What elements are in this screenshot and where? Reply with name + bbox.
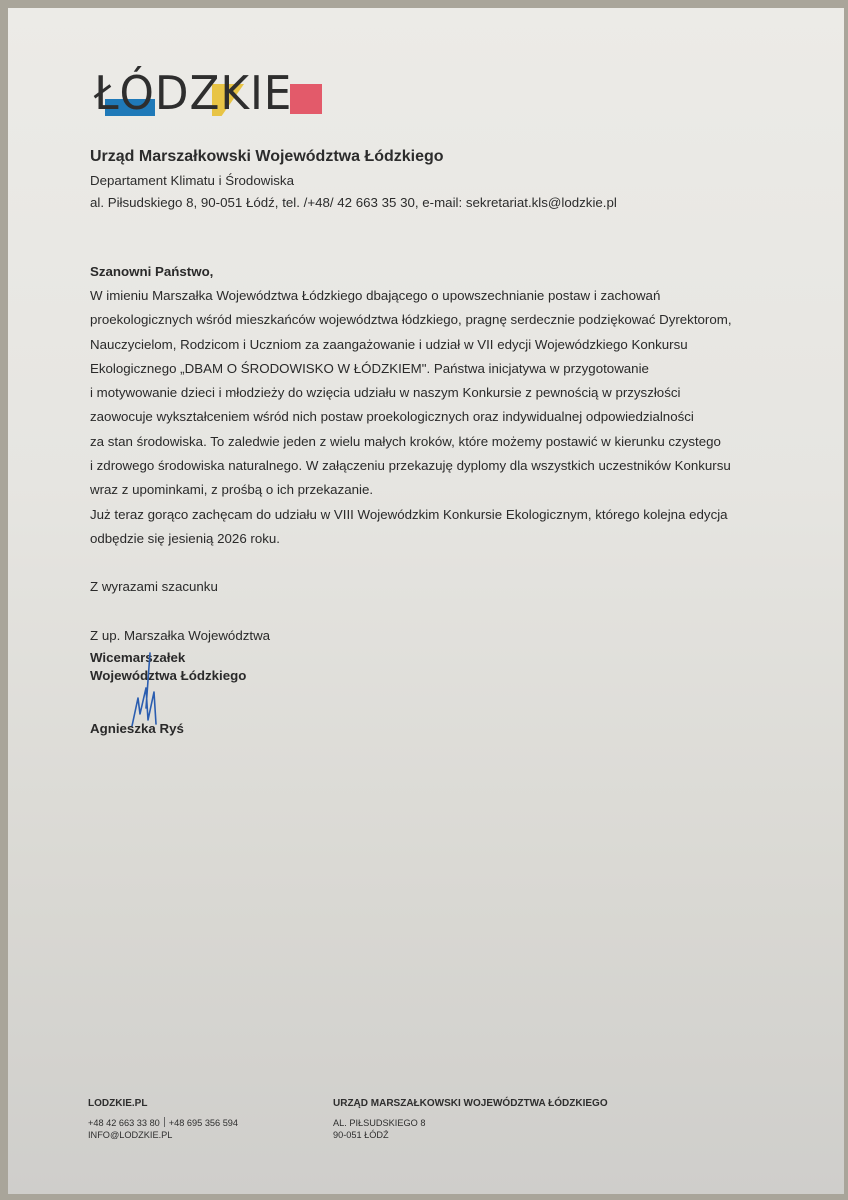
letter-line: za stan środowiska. To zaledwie jeden z wielu małych kroków, które możemy postawić w kierunku czystego [90, 433, 721, 449]
greeting: Szanowni Państwo, [90, 264, 214, 279]
letter-page [8, 8, 844, 1194]
footer-org: URZĄD MARSZAŁKOWSKI WOJEWÓDZTWA ŁÓDZKIEGO [333, 1098, 608, 1109]
letter-line: Ekologicznego „DBAM O ŚRODOWISKO W ŁÓDZKIEM". Państwa inicjatywa w przygotowanie [90, 360, 649, 376]
letter-line: Już teraz gorąco zachęcam do udziału w VIII Wojewódzkim Konkursie Ekologicznym, którego kolejna edycja [90, 506, 728, 522]
letter-line: proekologicznych wśród mieszkańców województwa łódzkiego, pragnę serdecznie podziękować Dyrektorom, [90, 312, 732, 328]
signer-name: Agnieszka Ryś [90, 721, 184, 736]
footer-left [88, 1098, 238, 1141]
letter-line: i motywowanie dzieci i młodzieży do wzięcia udziału w naszym Konkursie z pewnością w przyszłości [90, 385, 681, 401]
footer-site: LODZKIE.PL [88, 1098, 148, 1109]
lodzkie-logo [90, 66, 320, 120]
letter-line: W imieniu Marszałka Województwa Łódzkiego dbającego o upowszechnianie postaw i zachowań [90, 288, 661, 303]
signer-title-1: Wicemarszałek [90, 650, 186, 665]
footer-email: INFO@LODZKIE.PL [88, 1130, 173, 1140]
contact-address: al. Piłsudskiego 8, 90-051 Łódź, tel. /+48/ 42 663 35 30, e-mail: sekretariat.kls@lodzkie.pl [90, 195, 617, 210]
footer-city: 90-051 ŁÓDŹ [333, 1130, 389, 1140]
letterhead [90, 148, 617, 217]
footer-phone-1: +48 42 663 33 80 [88, 1118, 160, 1128]
logo-wordmark: ŁÓDZKIE [94, 66, 293, 120]
letter-line: zaowocuje wykształceniem wśród nich postaw proekologicznych oraz indywidualnej odpowiedzialności [90, 409, 694, 425]
letter-body [90, 264, 790, 551]
org-name: Urząd Marszałkowski Województwa Łódzkiego [90, 148, 444, 165]
divider [164, 1117, 165, 1127]
closing: Z wyrazami szacunku [90, 579, 218, 594]
footer-street: AL. PIŁSUDSKIEGO 8 [333, 1118, 426, 1128]
footer-phone-2: +48 695 356 594 [168, 1118, 239, 1128]
letter-line: i zdrowego środowiska naturalnego. W załączeniu przekazuję dyplomy dla wszystkich uczestników Konkursu [90, 458, 731, 474]
footer-right [333, 1098, 608, 1141]
letter-paragraph [90, 284, 790, 551]
letter-line: odbędzie się jesienią 2026 roku. [90, 530, 280, 546]
signer-title-2: Województwa Łódzkiego [90, 668, 247, 683]
logo-red-block [290, 84, 322, 114]
letter-line: Nauczycielom, Rodzicom i Uczniom za zaangażowanie i udział w VII edycji Wojewódzkiego Konkursu [90, 336, 688, 352]
department: Departament Klimatu i Środowiska [90, 173, 294, 188]
on-behalf: Z up. Marszałka Województwa [90, 628, 271, 643]
signature-block [90, 628, 270, 685]
letter-line: wraz z upominkami, z prośbą o ich przekazanie. [90, 482, 374, 498]
